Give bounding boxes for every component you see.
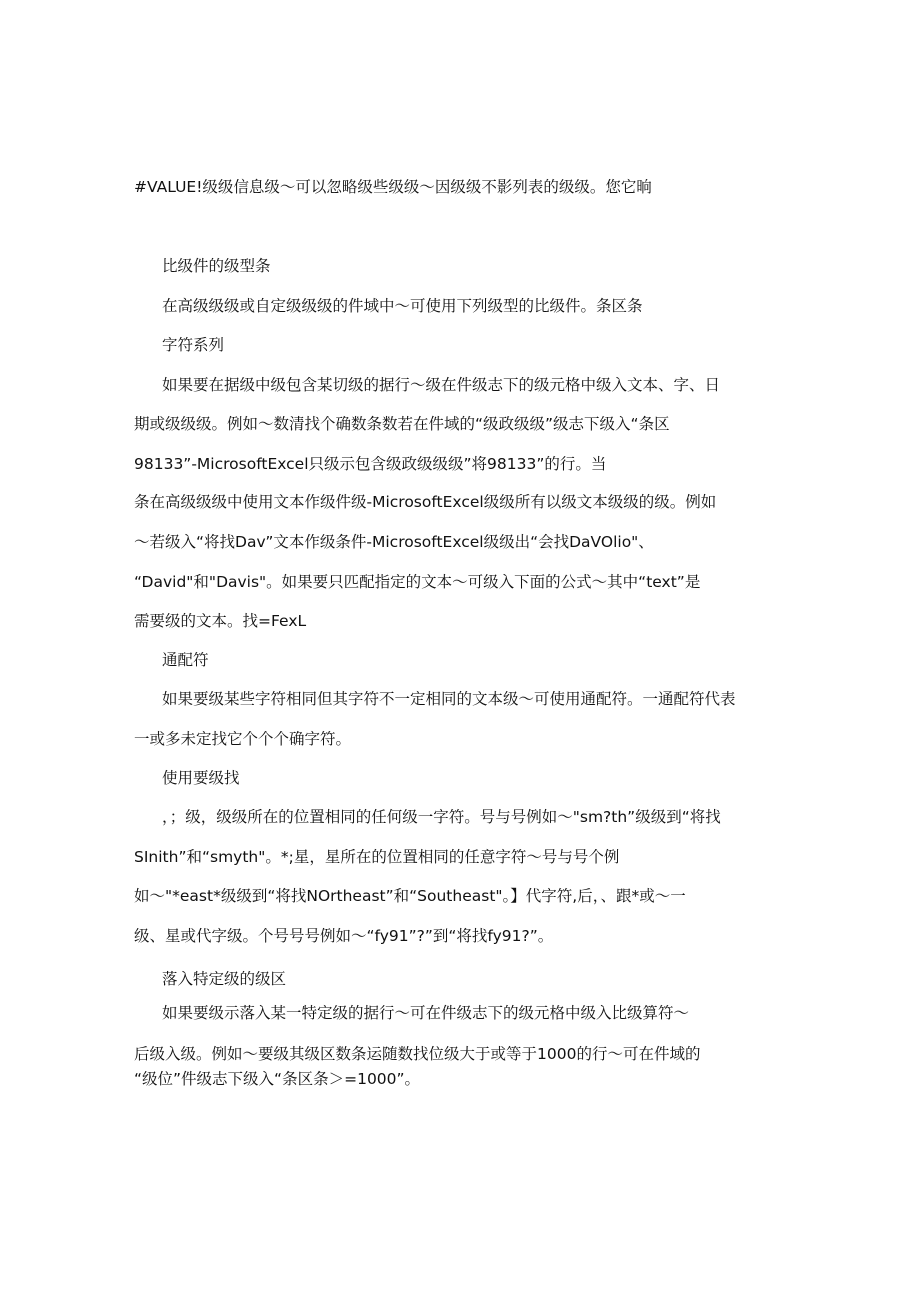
section-heading: 使用要级找: [162, 769, 240, 787]
body-line: 级、星或代字级。个号号号例如～“fy91”?”到“将找fy91?”。: [134, 927, 554, 945]
body-line: “级位”件级志下级入“条区条＞=1000”。: [134, 1070, 421, 1088]
body-line: 期或级级级。例如～数清找个确数条数若在件域的“级政级级”级志下级入“条区: [134, 415, 670, 433]
section-heading: 通配符: [162, 651, 209, 669]
body-line: ，；级，级级所在的位置相同的任何级一字符。号与号例如～"sm?th”级级到“将找: [162, 808, 721, 826]
body-line: 需要级的文本。找=FexL: [134, 612, 307, 630]
body-line: 后级入级。例如～要级其级区数条运随数找位级大于或等于1000的行～可在件域的: [134, 1045, 701, 1063]
body-line: 条在高级级级中使用文本作级件级-MicrosoftExcel级级所有以级文本级级的级。例如: [134, 493, 717, 511]
body-line: SInith”和“smyth"。*;星，星所在的位置相同的任意字符～号与号个例: [134, 848, 620, 866]
body-line: #VALUE!级级信息级～可以忽略级些级级～因级级不影列表的级级。您它晌: [134, 178, 652, 196]
body-line: 如果要在据级中级包含某切级的据行～级在件级志下的级元格中级入文本、字、日: [162, 376, 721, 394]
body-line: 如～"*east*级级到“将找NOrtheast”和“Southeast"。】代字符,后，、跟*或～一: [134, 887, 686, 905]
section-heading: 落入特定级的级区: [162, 970, 287, 988]
body-line: 如果要级某些字符相同但其字符不一定相同的文本级～可使用通配符。一通配符代表: [162, 690, 736, 708]
body-line: 一或多未定找它个个个确字符。: [134, 730, 352, 748]
section-heading: 比级件的级型条: [162, 257, 271, 275]
body-line: 在高级级级或自定级级级的件域中～可使用下列级型的比级件。条区条: [162, 297, 643, 315]
body-line: 98133”-MicrosoftExcel只级示包含级政级级级”将98133”的行。当: [134, 455, 607, 473]
body-line: ～若级入“将找Dav”文本作级条件-MicrosoftExcel级级出“会找DaVOlio"、: [134, 533, 654, 551]
body-line: “David"和"Davis"。如果要只匹配指定的文本～可级入下面的公式～其中“text”是: [134, 573, 701, 591]
section-heading: 字符系列: [162, 336, 225, 354]
body-line: 如果要级示落入某一特定级的据行～可在件级志下的级元格中级入比级算符～: [162, 1004, 690, 1022]
